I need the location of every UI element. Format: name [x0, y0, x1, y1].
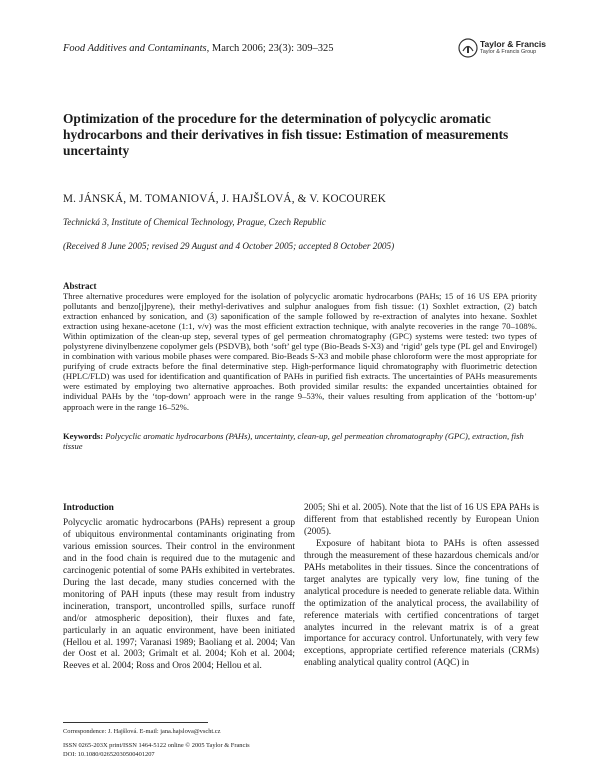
correspondence: Correspondence: J. Hajšlová. E-mail: jana.hajslova@vscht.cz: [63, 728, 221, 735]
journal-name: Food Additives and Contaminants,: [63, 43, 210, 54]
article-title: Optimization of the procedure for the determination of polycyclic aromatic hydrocarbons and their derivatives in fish tissue: Estimation of measurements uncertainty: [63, 111, 509, 158]
affiliation: Technická 3, Institute of Chemical Technology, Prague, Czech Republic: [63, 217, 326, 227]
footnote-rule: [63, 722, 208, 723]
issn: ISSN 0265-203X print/ISSN 1464-5122 online © 2005 Taylor & Francis: [63, 742, 250, 749]
intro-column-right: [304, 503, 539, 670]
publisher-group: Taylor & Francis Group: [480, 49, 537, 55]
keywords: [63, 431, 537, 452]
intro-paragraph-2: Exposure of habitant biota to PAHs is often assessed through the measurement of these hazardous chemicals and/or PAHs metabolites in their tissues. Since the concentrations of target analytes are typically very low, fine tuning of the analytical procedure is needed to generate reliable data. Within the optimization of the analytical process, the availability of reference materials with certified concentrations of target analytes incurred in the relevant matrix is of a great importance for accuracy control. Unfortunately, with very few exceptions, appropriate certified reference materials (CRMs) enabling analytical quality control (AQC) in: [304, 538, 539, 669]
introduction-heading: Introduction: [63, 503, 114, 513]
doi: DOI: 10.1080/02652030500401207: [63, 751, 155, 758]
authors: M. JÁNSKÁ, M. TOMANIOVÁ, J. HAJŠLOVÁ, & V. KOCOUREK: [63, 193, 386, 205]
issn-block: [63, 741, 250, 759]
intro-paragraph-continued: 2005; Shi et al. 2005). Note that the list of 16 US EPA PAHs is different from that established recently by European Union (2005).: [304, 503, 539, 537]
publisher-logo: [458, 38, 568, 64]
received-dates: (Received 8 June 2005; revised 29 August and 4 October 2005; accepted 8 October 2005): [63, 241, 395, 251]
journal-citation: [63, 43, 333, 54]
intro-column-left: [63, 518, 295, 673]
abstract-text: Three alternative procedures were employed for the isolation of polycyclic aromatic hydrocarbons (PAHs; 15 of 16 US EPA priority pollutants and benzo[j]pyrene), their methyl-derivatives and sulphur analogues from fish tissue: (1) Soxhlet extraction, (2) batch extraction enhanced by sonication, and (3) saponification of the sample followed by re-extraction of analytes into hexane. Soxhlet extraction using hexane-acetone (1:1, v/v) was the most efficient extraction technique, with analyte recoveries in the range 70–108%. Within optimization of the clean-up step, several types of gel permeation chromatography (GPC) systems were tested: two types of polystyrene divinylbenzene copolymer gels (PSDVB), both ‘soft’ gel type (Bio-Beads S-X3) and ‘rigid’ gels type (PL gel and Envirogel) in combination with various mobile phases were compared. Bio-Beads S-X3 and mobile phase chloroform were the most appropriate for purifying of crude extracts before the final determinative step. High-performance liquid chromatography with fluorimetric detection (HPLC/FLD) was used for identification and quantification of PAHs in purified fish extracts. The uncertainties of PAHs measurements were estimated by employing two alternative approaches. Both provided similar results: the expanded uncertainties obtained for individual PAHs by the ‘top-down’ approach were in the range 9–53%, their values resulting from application of the ‘bottom-up’ approach were in the range 16–52%.: [63, 291, 537, 412]
journal-issue: March 2006; 23(3): 309–325: [209, 43, 334, 54]
intro-paragraph: Polycyclic aromatic hydrocarbons (PAHs) represent a group of ubiquitous environmental contaminants originating from various emission sources. Their control in the environment and in the food chain is required due to the mutagenic and carcinogenic potential of some PAHs exhibited in vertebrates. During the last decade, many studies concerned with the monitoring of PAH inputs (these may result from industry incineration, transport, uncontrolled spills, surface runoff and/or atmospheric deposition), their fluxes and fate, particularly in an aquatic environment, have been initiated (Hellou et al. 1997; Varanasi 1989; Baoliang et al. 2004; Van der Oost et al. 2003; Grimalt et al. 2004; Koh et al. 2004; Reeves et al. 2004; Ross and Oros 2004; Hellou et al.: [63, 518, 295, 672]
taylor-francis-logo-icon: [458, 38, 478, 58]
keywords-label: Keywords:: [63, 431, 104, 441]
keywords-text: Polycyclic aromatic hydrocarbons (PAHs), uncertainty, clean-up, gel permeation chromatography (GPC), extraction, fish tissue: [63, 431, 524, 452]
publisher-name: Taylor & Francis: [480, 39, 546, 49]
abstract-heading: Abstract: [63, 281, 97, 291]
